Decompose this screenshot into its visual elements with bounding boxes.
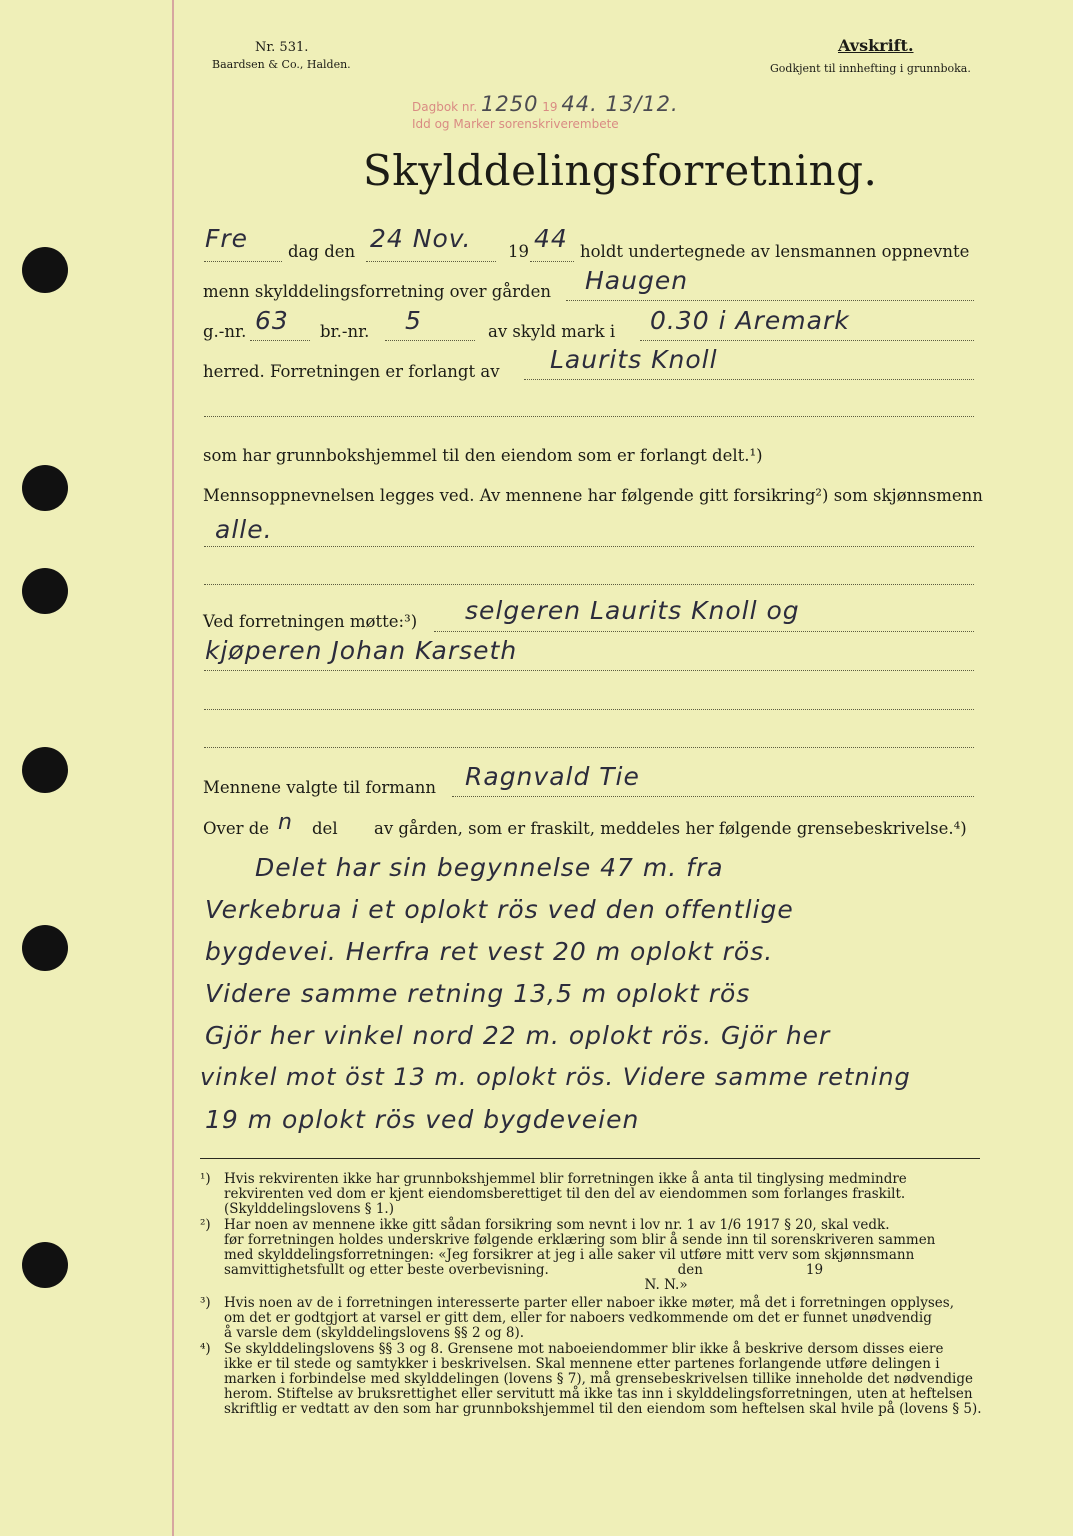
dotted-line [250,340,310,341]
footnote-4 [200,1341,982,1420]
footnote-number: ⁴) [200,1341,211,1357]
dotted-line [640,340,974,341]
footnote-line: med skylddelingsforretningen: «Jeg forsikrer at jeg i alle saker vil utføre mitt verv som skjønnsmann [224,1247,915,1263]
skyld-field: 0.30 i Aremark [650,306,850,335]
punch-hole [22,925,68,971]
row9-middle: del [312,819,338,838]
row6-text: Mennsoppnevnelsen legges ved. Av mennene har følgende gitt forsikring²) som skjønnsmenn [203,486,983,505]
dotted-line [204,747,974,748]
requester-field: Laurits Knoll [550,345,718,374]
bnr-label: br.-nr. [320,322,370,341]
copy-label: Avskrift. [838,36,914,55]
day-field: Fre [205,224,249,253]
dotted-line [452,796,974,797]
stamp-prefix: Dagbok nr. [412,100,478,114]
footnote-line: samvittighetsfullt og etter beste overbevisning. den 19 [224,1262,824,1278]
stamp-office: Idd og Marker sorenskriverembete [412,117,619,131]
boundary-line-5: Gjör her vinkel nord 22 m. oplokt rös. Gjör her [205,1021,831,1050]
dotted-line [366,261,496,262]
row8-text: Mennene valgte til formann [203,778,437,797]
footnote-line: ikke er til stede og samtykker i beskrivelsen. Skal mennene etter partenes forlangende utføre delingen i [224,1356,940,1372]
insured-men-field: alle. [215,515,273,544]
dotted-line [204,416,974,417]
gnr-field: 63 [255,306,289,335]
row7-text: Ved forretningen møtte:³) [203,612,418,631]
punch-hole [22,247,68,293]
row5-text: som har grunnbokshjemmel til den eiendom som er forlangt delt.¹) [203,446,763,465]
dotted-line [566,300,974,301]
dotted-line [434,631,974,632]
dotted-line [204,670,974,671]
attendees-field-1: selgeren Laurits Knoll og [465,596,800,625]
boundary-line-3: bygdevei. Herfra ret vest 20 m oplokt rös. [205,937,774,966]
row2-text: menn skylddelingsforretning over gården [203,282,552,301]
punch-hole [22,465,68,511]
footnote-line: før forretningen holdes underskrive følgende erklæring som blir å sende inn til sorenskriveren sammen [224,1232,936,1248]
chairman-field: Ragnvald Tie [465,762,640,791]
day-label: dag den [288,242,356,261]
footnote-line: om det er godtgjort at varsel er gitt dem, eller for naboers vedkommende om det er funnet unødvendig [224,1310,932,1326]
footnote-number: ²) [200,1217,211,1233]
footnote-line: skriftlig er vedtatt av den som har grunnbokshjemmel til den eiendom som heftelsen skal hvile på (lovens § 5). [224,1401,982,1417]
row9-text: av gården, som er fraskilt, meddeles her følgende grensebeskrivelse.⁴) [374,819,967,838]
registration-stamp [412,92,679,116]
date-field: 24 Nov. [370,224,472,253]
dotted-line [385,340,475,341]
row4-text: herred. Forretningen er forlangt av [203,362,500,381]
footnote-line: å varsle dem (skylddelingslovens §§ 2 og 8). [224,1325,525,1341]
gnr-label: g.-nr. [203,322,247,341]
skyld-label: av skyld mark i [488,322,616,341]
boundary-line-7: 19 m oplokt rös ved bygdeveien [205,1105,640,1134]
row1-text: holdt undertegnede av lensmannen oppnevnte [580,242,970,261]
footnote-line: rekvirenten ved dom er kjent eiendomsberettiget til den del av eiendommen som forlanges fraskilt. [224,1186,906,1202]
row9-prefix: Over de [203,819,270,838]
footnote-line: Har noen av mennene ikke gitt sådan forsikring som nevnt i lov nr. 1 av 1/6 1917 § 20, skal vedk. [224,1217,890,1233]
footnote-line: (Skylddelingslovens § 1.) [224,1201,394,1217]
margin-rule [172,0,174,1536]
boundary-line-1: Delet har sin begynnelse 47 m. fra [255,853,724,882]
dotted-line [204,709,974,710]
bnr-field: 5 [405,306,422,335]
form-number: Nr. 531. [255,40,309,55]
dotted-line [204,546,974,547]
stamp-entry-number: 1250 [481,92,539,116]
footnote-number: ¹) [200,1171,211,1187]
footnote-line: Hvis noen av de i forretningen interesserte parter eller naboer ikke møter, må det i forretningen opplyses, [224,1295,954,1311]
footnote-line: N. N.» [224,1277,688,1293]
footnote-line: Se skylddelingslovens §§ 3 og 8. Grensene mot naboeiendommer blir ikke å beskrive dersom disses eiere [224,1341,944,1357]
year-field: 44 [534,224,568,253]
printer-name: Baardsen & Co., Halden. [212,58,351,71]
punch-hole [22,1242,68,1288]
footnote-line: herom. Stiftelse av bruksrettighet eller servitutt må ikke tas inn i skylddelingsforretningen, uten at heftelsen [224,1386,973,1402]
document-title: Skylddelingsforretning. [363,146,878,195]
row9-handwritten-suffix: n [278,810,293,835]
dotted-line [524,379,974,380]
boundary-line-4: Videre samme retning 13,5 m oplokt rös [205,979,751,1008]
stamp-year-prefix: 19 [542,100,558,114]
footnote-number: ³) [200,1295,211,1311]
boundary-line-2: Verkebrua i et oplokt rös ved den offentlige [205,895,794,924]
footnote-1 [200,1172,975,1220]
footnote-line: Hvis rekvirenten ikke har grunnbokshjemmel blir forretningen ikke å anta til tinglysing medmindre [224,1171,907,1187]
dotted-line [204,584,974,585]
dotted-line [530,261,574,262]
punch-hole [22,747,68,793]
attendees-field-2: kjøperen Johan Karseth [205,636,518,665]
footnote-2 [200,1218,975,1296]
farm-field: Haugen [585,266,689,295]
footnote-3 [200,1296,975,1344]
year-prefix: 19 [508,242,529,261]
punch-hole [22,568,68,614]
dotted-line [204,261,282,262]
stamp-written-date: 44. 13/12. [561,92,679,116]
footnote-line: marken i forbindelse med skylddelingen (lovens § 7), må grensebeskrivelsen tillike inneholde det nødvendige [224,1371,973,1387]
footnote-divider [200,1158,980,1159]
approval-note: Godkjent til innhefting i grunnboka. [770,62,971,75]
boundary-line-6: vinkel mot öst 13 m. oplokt rös. Videre samme retning [200,1063,911,1091]
